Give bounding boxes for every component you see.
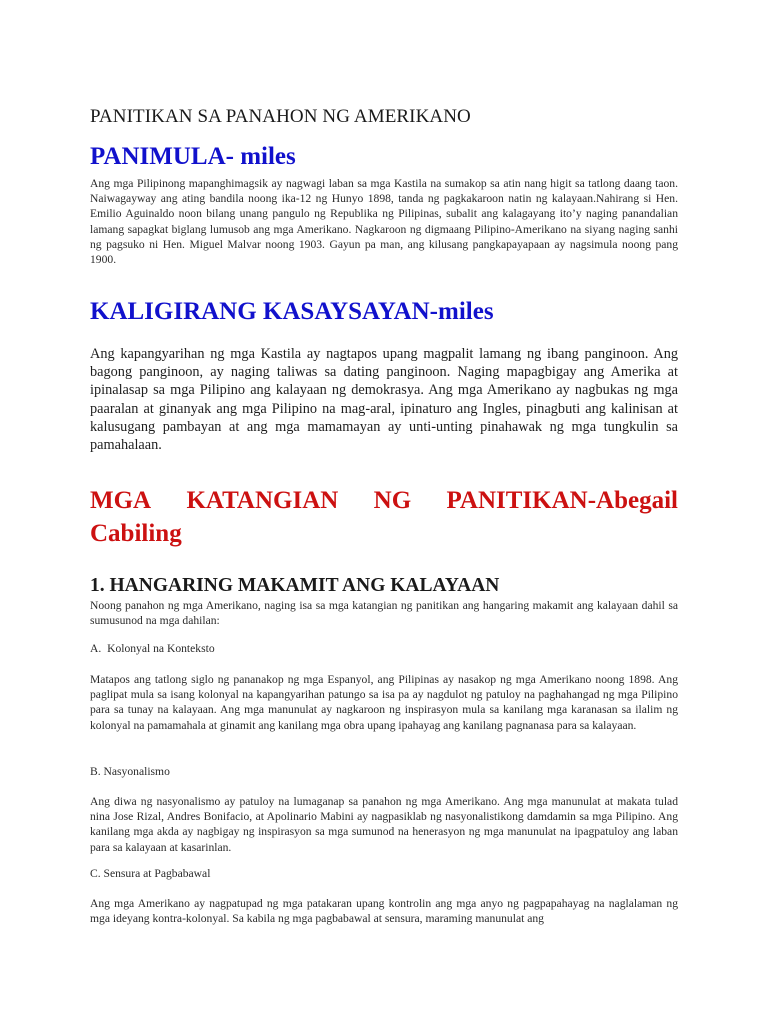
heading-word: MGA	[90, 487, 152, 514]
document-title: PANITIKAN SA PANAHON NG AMERIKANO	[90, 106, 471, 127]
heading-mga-katangian	[90, 484, 678, 550]
heading-word: NG	[373, 487, 412, 514]
paragraph-intro: Noong panahon ng mga Amerikano, naging isa sa mga katangian ng panitikan ang hangaring makamit ang kalayaan dahil sa sumusunod na mga dahilan:	[90, 599, 678, 628]
paragraph-kaligirang-kasaysayan: Ang kapangyarihan ng mga Kastila ay nagtapos upang magpalit lamang ng ibang panginoon. Ang bagong panginoon, ay naging taliwas sa dating panginoon. Naging mapagbigay ang Amerika at ipinalasap sa mga Pilipino ang kalayaan ng demokrasya. Ang mga Amerikano ay nagbukas ng mga paaralan at ginanyak ang mga Pilipino na mag-aral, ipinaturo ang Ingles, pinagbuti ang kalinisan at kalusugang pambayan at ang mga mamamayan ay unti-unting pinahawak ng mga tungkulin sa pamahalaan.	[90, 346, 678, 454]
heading-hangaring-makamit: 1. HANGARING MAKAMIT ANG KALAYAAN	[90, 575, 500, 596]
paragraph-kolonyal: Matapos ang tatlong siglo ng pananakop ng mga Espanyol, ang Pilipinas ay nasakop ng mga Amerikano noong 1898. Ang paglipat mula sa isang kolonyal na kapangyarihan patungo sa isa pa ay nagdulot ng patuloy na paghahangad ng mga Pilipino para sa tunay na kalayaan. Ang mga manunulat ay nagkaroon ng inspirasyon mula sa kanilang mga karanasan sa ilalim ng kolonyal na pamamahala at ginamit ang kanilang mga obra upang ipahayag ang kanilang pagnanasa para sa kalayaan.	[90, 673, 678, 732]
paragraph-panimula: Ang mga Pilipinong mapanghimagsik ay nagwagi laban sa mga Kastila na sumakop sa atin nang higit sa tatlong daang taon. Naiwagayway ang ating bandila noong ika-12 ng Hunyo 1898, tanda ng pagkakaroon natin ng kalayaan.Nahirang si Hen. Emilio Aguinaldo noon bilang unang pangulo ng Republika ng Pilipinas, subalit ang kalagayang ito’y naging panandalian lamang sapagkat biglang lumusob ang mga Amerikano. Nagkaroon ng digmaang Pilipino-Amerikano na siyang naging sanhi ng pagsuko ni Hen. Miguel Malvar noong 1903. Gayun pa man, ang kilusang pangkapayapaan ay nagsimula noong pang 1900.	[90, 177, 678, 267]
heading-kaligirang-kasaysayan: KALIGIRANG KASAYSAYAN-miles	[90, 298, 494, 325]
heading-word: KATANGIAN	[186, 487, 339, 514]
subheading-nasyonalismo: B. Nasyonalismo	[90, 765, 170, 778]
heading-line-2: Cabiling	[90, 520, 182, 547]
subheading-kolonyal: A. Kolonyal na Konteksto	[90, 642, 215, 655]
paragraph-sensura: Ang mga Amerikano ay nagpatupad ng mga patakaran upang kontrolin ang mga anyo ng pagpapahayag na naglalaman ng mga ideyang kontra-kolonyal. Sa kabila ng mga pagbabawal at sensura, maraming manunulat ang	[90, 897, 678, 926]
heading-panimula: PANIMULA- miles	[90, 143, 296, 170]
subheading-sensura: C. Sensura at Pagbabawal	[90, 867, 211, 880]
heading-word: PANITIKAN-Abegail	[446, 487, 678, 514]
paragraph-nasyonalismo: Ang diwa ng nasyonalismo ay patuloy na lumaganap sa panahon ng mga Amerikano. Ang mga manunulat at makata tulad nina Jose Rizal, Andres Bonifacio, at Apolinario Mabini ay nagpasiklab ng nasyonalistikong damdamin sa mga Pilipino. Ang kanilang mga akda ay nagbigay ng inspirasyon sa mga sumunod na henerasyon ng mga manunulat na ipagpatuloy ang laban para sa kalayaan at kasarinlan.	[90, 795, 678, 854]
